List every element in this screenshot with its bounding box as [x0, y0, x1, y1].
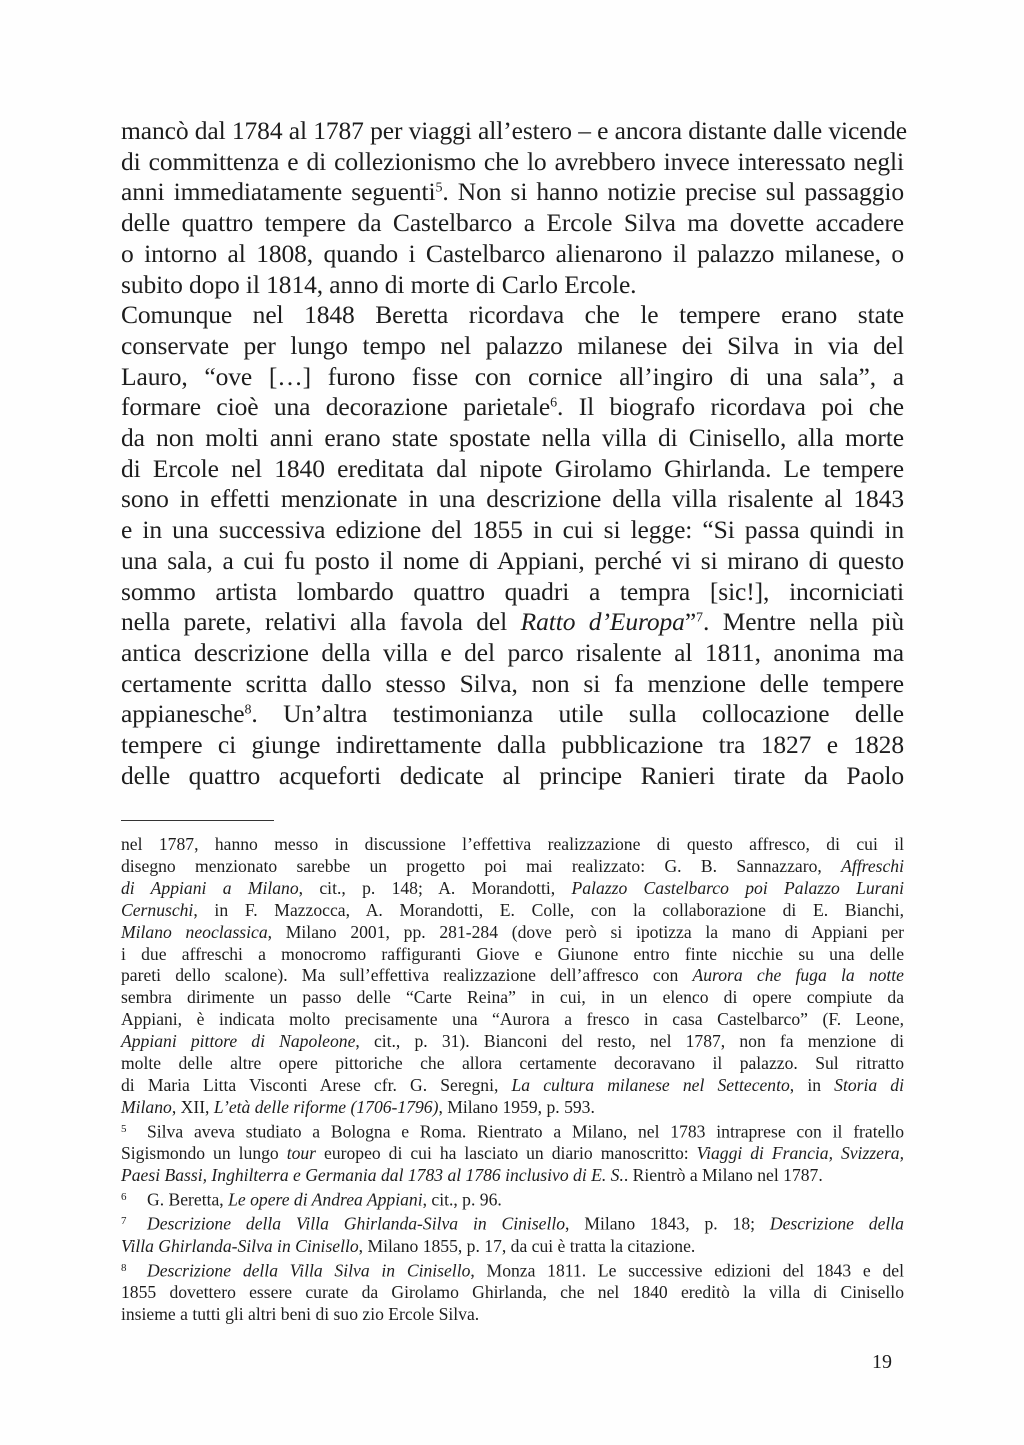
- footnote-line: Milano neoclassica, Milano 2001, pp. 281-284 (dove però si ipotizza la mano di Appiani per: [121, 921, 904, 942]
- text-line: sono in effetti menzionate in una descrizione della villa risalente al 1843: [121, 484, 904, 514]
- footnote-number: 5: [121, 1122, 127, 1135]
- italic-title: Villa Ghirlanda-Silva in Cinisello: [121, 1235, 359, 1256]
- text-line: o intorno al 1808, quando i Castelbarco alienarono il palazzo milanese, o: [121, 238, 904, 268]
- footnote-reference[interactable]: 7: [696, 610, 703, 626]
- main-text: [121, 116, 907, 791]
- footnote-line: Milano, XII, L’età delle riforme (1706-1796), Milano 1959, p. 593.: [121, 1096, 595, 1117]
- italic-title: tour: [286, 1143, 317, 1164]
- text-line: da non molti anni erano state spostate nella villa di Cinisello, alla morte: [121, 423, 904, 453]
- footnote-line: 6 G. Beretta, Le opere di Andrea Appiani, cit., p. 96.: [121, 1187, 904, 1211]
- footnote-line: 7 Descrizione della Villa Ghirlanda-Silva in Cinisello, Milano 1843, p. 18; Descrizione della: [121, 1211, 904, 1235]
- footnote-line: nel 1787, hanno messo in discussione l’effettiva realizzazione di questo affresco, di cui il: [121, 834, 904, 854]
- footnote-number: 6: [121, 1191, 127, 1203]
- italic-title: Paesi Bassi, Inghilterra e Germania dal 1783 al 1786 inclusivo di E. S.: [121, 1165, 624, 1186]
- italic-title: Appiani pittore di Napoleone: [121, 1031, 356, 1052]
- italic-title: Aurora che fuga la notte: [692, 965, 904, 986]
- footnote-reference[interactable]: 8: [244, 702, 252, 718]
- italic-title: L’età delle riforme (1706-1796): [213, 1096, 439, 1117]
- italic-title: Milano neoclassica: [121, 921, 268, 942]
- footnotes: [121, 834, 904, 1326]
- text-line: appianesche$^8$. Un’altra testimonianza utile sulla collocazione delle: [121, 699, 904, 729]
- italic-title: Descrizione della Villa Ghirlanda-Silva in Cinisello: [147, 1213, 566, 1234]
- text-line: delle quattro acqueforti dedicate al principe Ranieri tirate da Paolo: [121, 760, 904, 790]
- footnote-line: 5 Silva aveva studiato a Bologna e Roma. Rientrato a Milano, nel 1783 intraprese con il fratello: [121, 1119, 904, 1143]
- italic-title: Viaggi di Francia, Svizzera,: [696, 1143, 904, 1164]
- footnote-line: disegno menzionato sarebbe un progetto poi mai realizzato: G. B. Sannazzaro, Affreschi: [121, 855, 904, 876]
- footnote-line: pareti dello scalone). Ma sull’effettiva realizzazione dell’affresco con Aurora che fuga la notte: [121, 965, 904, 986]
- italic-title: Ratto d’Europa: [520, 607, 685, 637]
- text-line: mancò dal 1784 al 1787 per viaggi all’estero – e ancora distante dalle vicende: [121, 116, 907, 145]
- footnote-separator: [121, 820, 274, 821]
- italic-title: Descrizione della Villa Silva in Cinisello: [147, 1260, 471, 1281]
- italic-title: Storia di: [834, 1074, 904, 1095]
- text-line: di committenza e di collezionismo che lo avrebbero invece interessato negli: [121, 146, 904, 176]
- text-line: certamente scritta dallo stesso Silva, non si fa menzione delle tempere: [121, 668, 904, 698]
- text-line: subito dopo il 1814, anno di morte di Carlo Ercole.: [121, 269, 637, 299]
- footnote-reference[interactable]: 5: [435, 181, 443, 196]
- text-line: formare cioè una decorazione parietale$^6$. Il biografo ricordava poi che: [121, 392, 904, 422]
- text-line: tempere ci giunge indirettamente dalla pubblicazione tra 1827 e 1828: [121, 730, 904, 760]
- text-line: una sala, a cui fu posto il nome di Appiani, perché vi si mirano di questo: [121, 545, 904, 575]
- text-line: conservate per lungo tempo nel palazzo milanese dei Silva in via del: [121, 330, 904, 360]
- footnote-line: i due affreschi a monocromo raffiguranti Giove e Giunone entro finte nicchie su una delle: [121, 943, 904, 964]
- footnote-line: sembra dirimente un passo delle “Carte Reina” in cui, in un elenco di opere compiute da: [121, 987, 904, 1008]
- italic-title: Palazzo Castelbarco poi Palazzo Lurani: [571, 877, 904, 898]
- text-line: antica descrizione della villa e del parco risalente al 1811, anonima ma: [121, 637, 904, 667]
- italic-title: Milano: [121, 1096, 172, 1117]
- text-line: delle quattro tempere da Castelbarco a Ercole Silva ma dovette accadere: [121, 208, 904, 238]
- footnote-line: di Appiani a Milano, cit., p. 148; A. Morandotti, Palazzo Castelbarco poi Palazzo Lurani: [121, 877, 904, 898]
- italic-title: Affreschi: [841, 855, 904, 876]
- text-line: Lauro, “ove […] furono fisse con cornice all’ingiro di una sala”, a: [121, 361, 904, 391]
- footnote-line: di Maria Litta Visconti Arese cfr. G. Seregni, La cultura milanese nel Settecento, in Storia di: [121, 1074, 904, 1095]
- page-number: 19: [872, 1351, 892, 1373]
- italic-title: di Appiani a Milano: [121, 877, 299, 898]
- footnote-number: 8: [121, 1261, 127, 1274]
- text-line: di Ercole nel 1840 ereditata dal nipote Girolamo Ghirlanda. Le tempere: [121, 453, 904, 483]
- footnote-line: Paesi Bassi, Inghilterra e Germania dal 1783 al 1786 inclusivo di E. S.. Rientrò a Milano nel 1787.: [121, 1165, 823, 1186]
- footnote-line: Villa Ghirlanda-Silva in Cinisello, Milano 1855, p. 17, da cui è tratta la citazione.: [121, 1235, 696, 1256]
- footnote-line: Cernuschi, in F. Mazzocca, A. Morandotti, E. Colle, con la collaborazione di E. Bianchi,: [121, 899, 904, 920]
- italic-title: Le opere di Andrea Appiani: [228, 1189, 423, 1210]
- text-line: Comunque nel 1848 Beretta ricordava che le tempere erano state: [121, 300, 904, 330]
- footnote-line: 1855 dovettero essere curate da Girolamo Ghirlanda, che nel 1840 ereditò la villa di Cinisello: [121, 1282, 904, 1303]
- footnote-number: 7: [121, 1215, 127, 1228]
- footnote-reference[interactable]: 6: [550, 395, 558, 411]
- footnote-line: insieme a tutti gli altri beni di suo zio Ercole Silva.: [121, 1304, 480, 1325]
- footnote-line: Sigismondo un lungo tour europeo di cui ha lasciato un diario manoscritto: Viaggi di Francia, Svizzera,: [121, 1143, 904, 1164]
- footnote-line: Appiani, è indicata molto precisamente una “Aurora a fresco in casa Castelbarco” (F. Leone,: [121, 1009, 904, 1030]
- italic-title: Cernuschi: [121, 899, 194, 920]
- text-line: nella parete, relativi alla favola del Ratto d’Europa”$^7$. Mentre nella più: [121, 607, 904, 637]
- footnote-line: molte delle altre opere pittoriche che allora certamente decoravano il palazzo. Sul ritratto: [121, 1053, 904, 1074]
- footnote-line: 8 Descrizione della Villa Silva in Cinisello, Monza 1811. Le successive edizioni del 1843 e del: [121, 1258, 904, 1282]
- text-line: sommo artista lombardo quattro quadri a tempra [sic!], incorniciati: [121, 576, 904, 606]
- italic-title: Descrizione della: [769, 1213, 904, 1234]
- italic-title: La cultura milanese nel Settecento: [511, 1074, 790, 1095]
- text-line: e in una successiva edizione del 1855 in cui si legge: “Si passa quindi in: [121, 515, 904, 545]
- text-line: anni immediatamente seguenti$^5$. Non si hanno notizie precise sul passaggio: [121, 177, 904, 207]
- footnote-line: Appiani pittore di Napoleone, cit., p. 31). Bianconi del resto, nel 1787, non fa menzione di: [121, 1031, 904, 1052]
